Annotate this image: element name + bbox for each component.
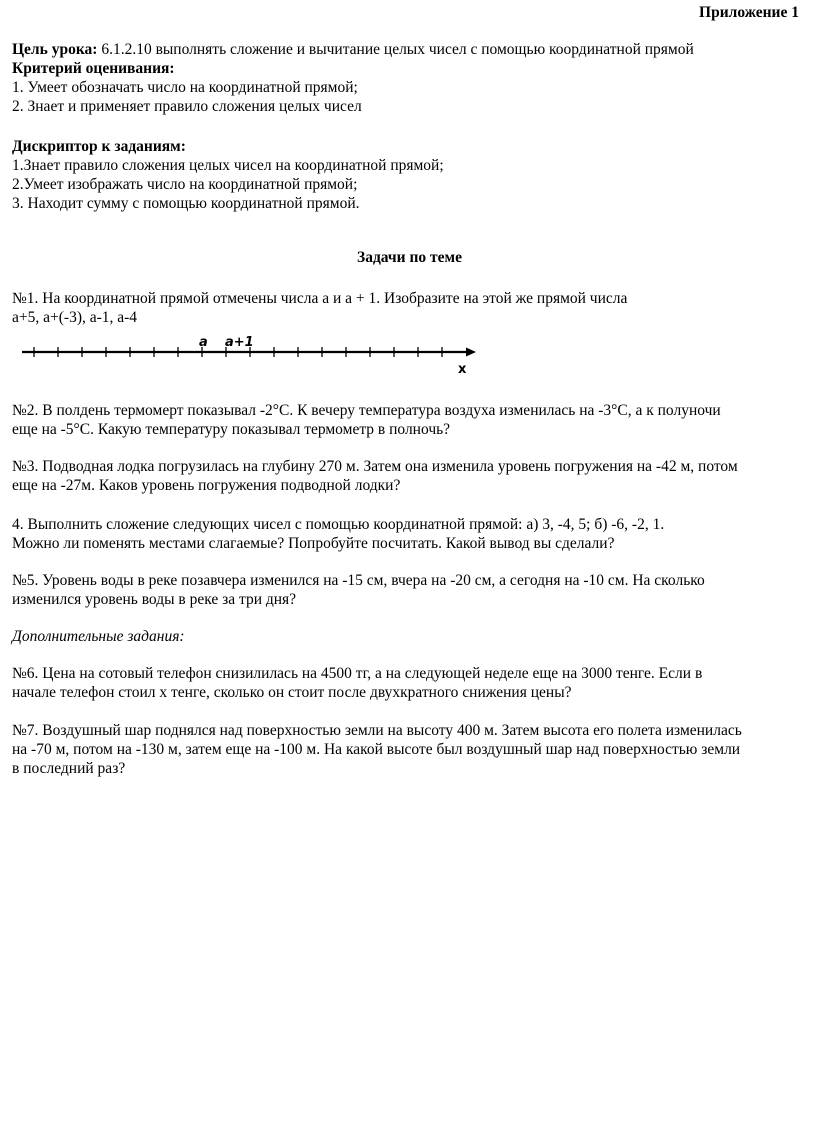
number-line-figure — [22, 332, 482, 378]
axis-x-label: x — [458, 362, 467, 377]
task-4-line-1: 4. Выполнить сложение следующих чисел с помощью координатной прямой: а) 3, -4, 5; б) -6, -2, 1. — [12, 516, 665, 533]
task-6-line-1: №6. Цена на сотовый телефон снизилилась на 4500 тг, а на следующей неделе еще на 3000 тенге. Если в — [12, 665, 703, 682]
tasks-title: Задачи по теме — [357, 249, 462, 266]
number-line-arrow — [466, 348, 476, 357]
task-7-line-1: №7. Воздушный шар поднялся над поверхностью земли на высоту 400 м. Затем высота его полета изменилась — [12, 722, 742, 739]
task-5-line-2: изменился уровень воды в реке за три дня? — [12, 591, 297, 608]
task-5-line-1: №5. Уровень воды в реке позавчера изменился на -15 см, вчера на -20 см, а сегодня на -10 см. На сколько — [12, 572, 705, 589]
document-page — [12, 0, 807, 1142]
task-7-line-3: в последний раз? — [12, 760, 126, 777]
task-1-line-2: а+5, а+(-3), а-1, а-4 — [12, 309, 138, 326]
task-2-line-2: еще на -5°С. Какую температуру показывал термометр в полночь? — [12, 421, 451, 438]
task-7-line-2: на -70 м, потом на -130 м, затем еще на -100 м. На какой высоте был воздушный шар над поверхностью земли — [12, 741, 741, 758]
task-3-line-1: №3. Подводная лодка погрузилась на глубину 270 м. Затем она изменила уровень погружения на -42 м, потом — [12, 458, 738, 475]
goal-label: Цель урока: — [12, 41, 98, 58]
point-a-label: a — [199, 335, 208, 350]
task-3-line-2: еще на -27м. Каков уровень погружения подводной лодки? — [12, 477, 401, 494]
task-1-line-1: №1. На координатной прямой отмечены числа а и а + 1. Изобразите на этой же прямой числа — [12, 290, 628, 307]
task-4-line-2: Можно ли поменять местами слагаемые? Попробуйте посчитать. Какой вывод вы сделали? — [12, 535, 615, 552]
descriptor-item: 2.Умеет изображать число на координатной прямой; — [12, 176, 358, 193]
descriptor-item: 1.Знает правило сложения целых чисел на координатной прямой; — [12, 157, 444, 174]
task-6-line-2: начале телефон стоил х тенге, сколько он стоит после двухкратного снижения цены? — [12, 684, 572, 701]
criteria-item: 1. Умеет обозначать число на координатной прямой; — [12, 79, 358, 96]
task-2-line-1: №2. В полдень термомерт показывал -2°С. К вечеру температура воздуха изменилась на -3°С, а к полуночи — [12, 402, 721, 419]
criteria-item: 2. Знает и применяет правило сложения целых чисел — [12, 98, 362, 115]
extra-tasks-label: Дополнительные задания: — [12, 628, 185, 645]
lesson-goal — [12, 40, 694, 59]
goal-text: 6.1.2.10 выполнять сложение и вычитание целых чисел с помощью координатной прямой — [97, 41, 694, 58]
point-a-plus-1-label: a+1 — [225, 335, 254, 350]
appendix-label: Приложение 1 — [699, 4, 799, 21]
criteria-label: Критерий оценивания: — [12, 60, 175, 77]
descriptor-item: 3. Находит сумму с помощью координатной прямой. — [12, 195, 360, 212]
descriptor-label: Дискриптор к заданиям: — [12, 138, 186, 155]
